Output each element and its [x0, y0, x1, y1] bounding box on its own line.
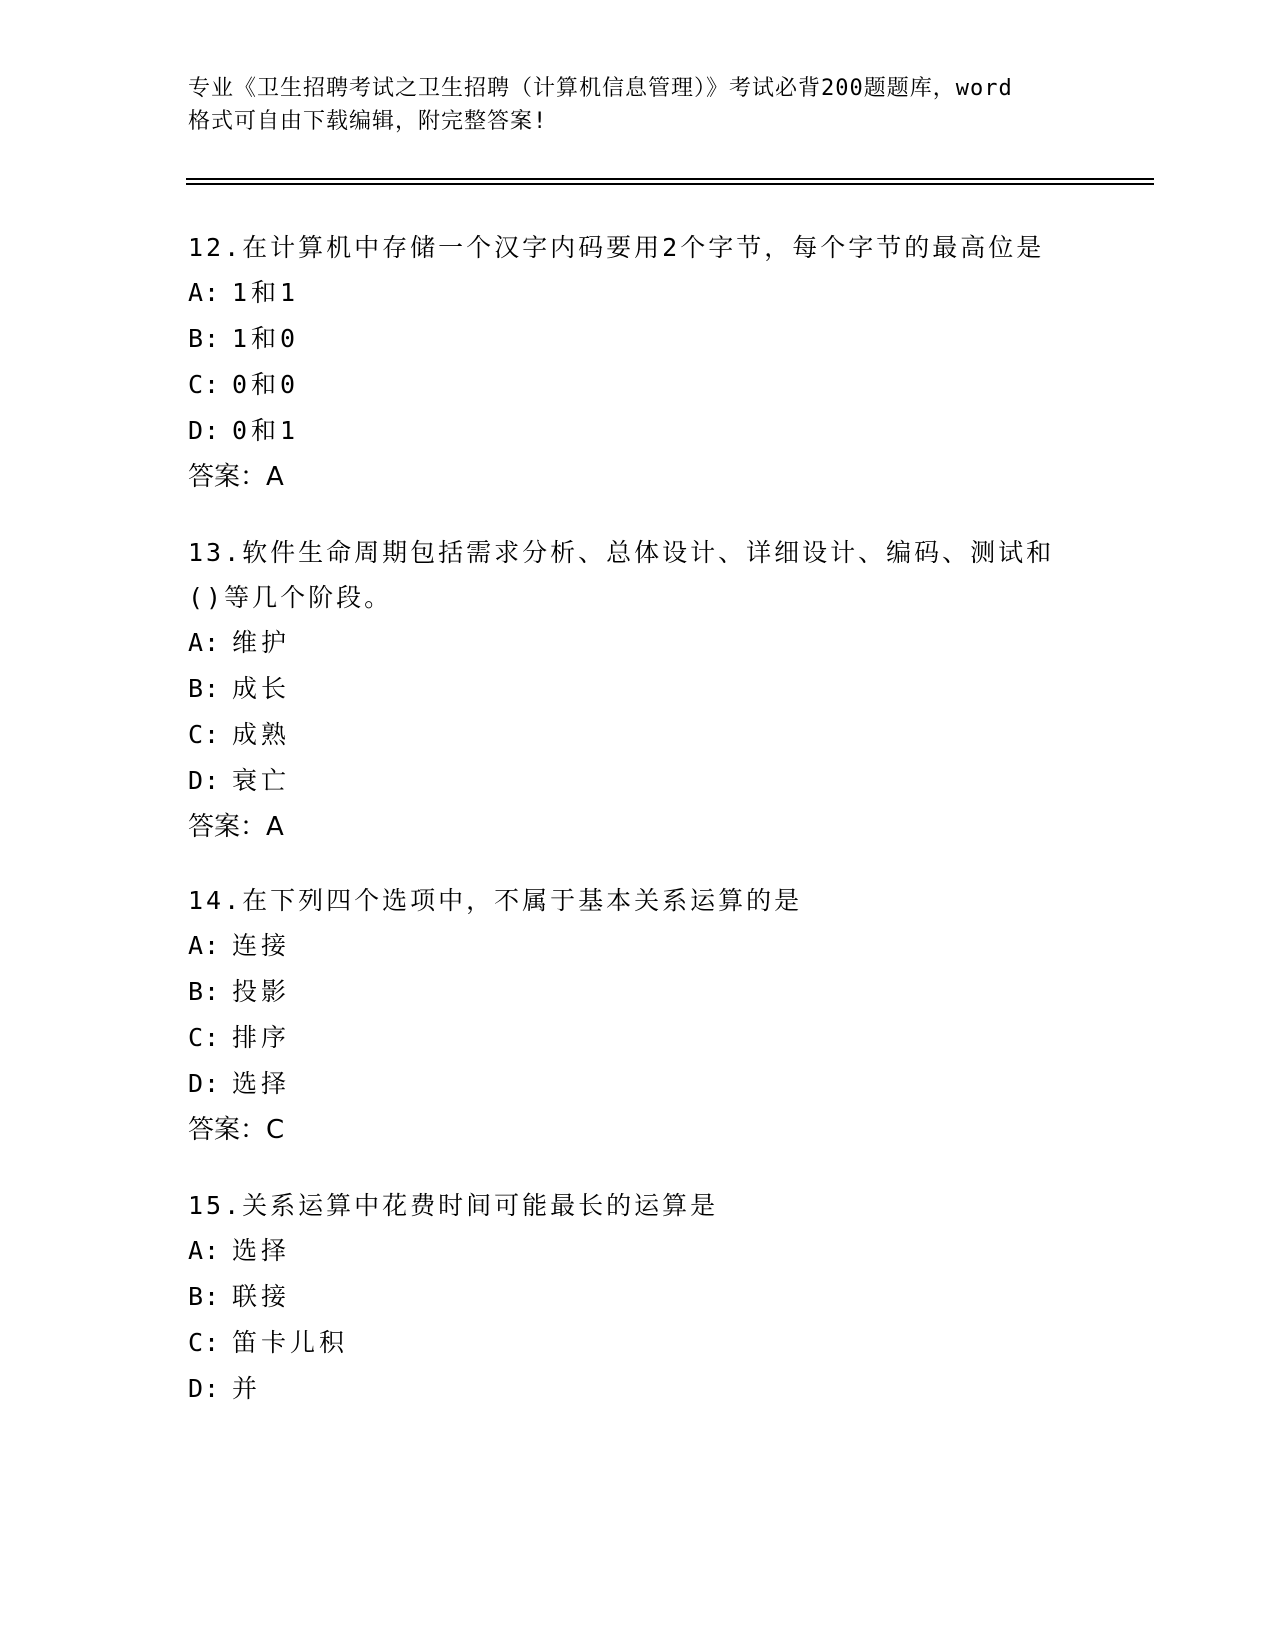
header-line-1: 专业《卫生招聘考试之卫生招聘（计算机信息管理）》考试必背200题题库，word	[188, 76, 1013, 101]
option-d	[188, 1061, 1088, 1107]
option-text: 联接	[232, 1282, 291, 1311]
option-b	[188, 1274, 1088, 1320]
answer-line: 答案：A	[188, 812, 284, 842]
document-header	[188, 72, 1088, 138]
option-c	[188, 1320, 1088, 1366]
option-text: 选择	[232, 1069, 291, 1098]
stem-line: ()等几个阶段。	[188, 583, 393, 612]
option-letter: D:	[188, 1069, 221, 1098]
option-letter: B:	[188, 977, 221, 1006]
option-letter: A:	[188, 931, 221, 960]
option-text: 0和0	[232, 370, 300, 399]
option-a	[188, 270, 1088, 316]
option-text: 1和1	[232, 278, 300, 307]
option-letter: A:	[188, 1236, 221, 1265]
option-letter: D:	[188, 1374, 221, 1403]
option-letter: B:	[188, 324, 221, 353]
option-text: 投影	[232, 977, 291, 1006]
option-letter: C:	[188, 720, 221, 749]
option-text: 笛卡儿积	[232, 1328, 349, 1357]
option-d	[188, 1366, 1088, 1412]
option-a	[188, 620, 1088, 666]
option-text: 成长	[232, 674, 291, 703]
question-stem	[188, 1183, 1088, 1228]
question-stem	[188, 878, 1088, 923]
stem-line: 14.在下列四个选项中，不属于基本关系运算的是	[188, 886, 803, 915]
option-text: 1和0	[232, 324, 300, 353]
question-stem	[188, 225, 1088, 270]
option-b	[188, 666, 1088, 712]
stem-line: 12.在计算机中存储一个汉字内码要用2个字节，每个字节的最高位是	[188, 233, 1045, 262]
header-line-2: 格式可自由下载编辑，附完整答案!	[188, 109, 548, 134]
stem-line: 15.关系运算中花费时间可能最长的运算是	[188, 1191, 719, 1220]
option-text: 排序	[232, 1023, 291, 1052]
option-text: 0和1	[232, 416, 300, 445]
question-15	[188, 1183, 1088, 1412]
option-letter: A:	[188, 278, 221, 307]
option-letter: C:	[188, 370, 221, 399]
option-d	[188, 408, 1088, 454]
option-text: 衰亡	[232, 766, 291, 795]
option-text: 维护	[232, 628, 291, 657]
option-c	[188, 1015, 1088, 1061]
option-letter: C:	[188, 1023, 221, 1052]
option-text: 并	[232, 1374, 262, 1403]
option-text: 选择	[232, 1236, 291, 1265]
option-a	[188, 1228, 1088, 1274]
question-12	[188, 225, 1088, 500]
option-letter: D:	[188, 766, 221, 795]
option-text: 连接	[232, 931, 291, 960]
option-letter: B:	[188, 674, 221, 703]
stem-line: 13.软件生命周期包括需求分析、总体设计、详细设计、编码、测试和	[188, 538, 1055, 567]
option-letter: A:	[188, 628, 221, 657]
question-stem	[188, 530, 1088, 620]
option-b	[188, 969, 1088, 1015]
header-divider-top	[186, 178, 1154, 180]
option-c	[188, 712, 1088, 758]
answer-line: 答案：A	[188, 462, 284, 492]
option-text: 成熟	[232, 720, 291, 749]
option-letter: B:	[188, 1282, 221, 1311]
option-b	[188, 316, 1088, 362]
option-a	[188, 923, 1088, 969]
option-letter: C:	[188, 1328, 221, 1357]
option-d	[188, 758, 1088, 804]
header-divider-bottom	[186, 183, 1154, 185]
answer-line: 答案：C	[188, 1115, 285, 1145]
option-letter: D:	[188, 416, 221, 445]
question-14	[188, 878, 1088, 1153]
question-13	[188, 530, 1088, 850]
option-c	[188, 362, 1088, 408]
